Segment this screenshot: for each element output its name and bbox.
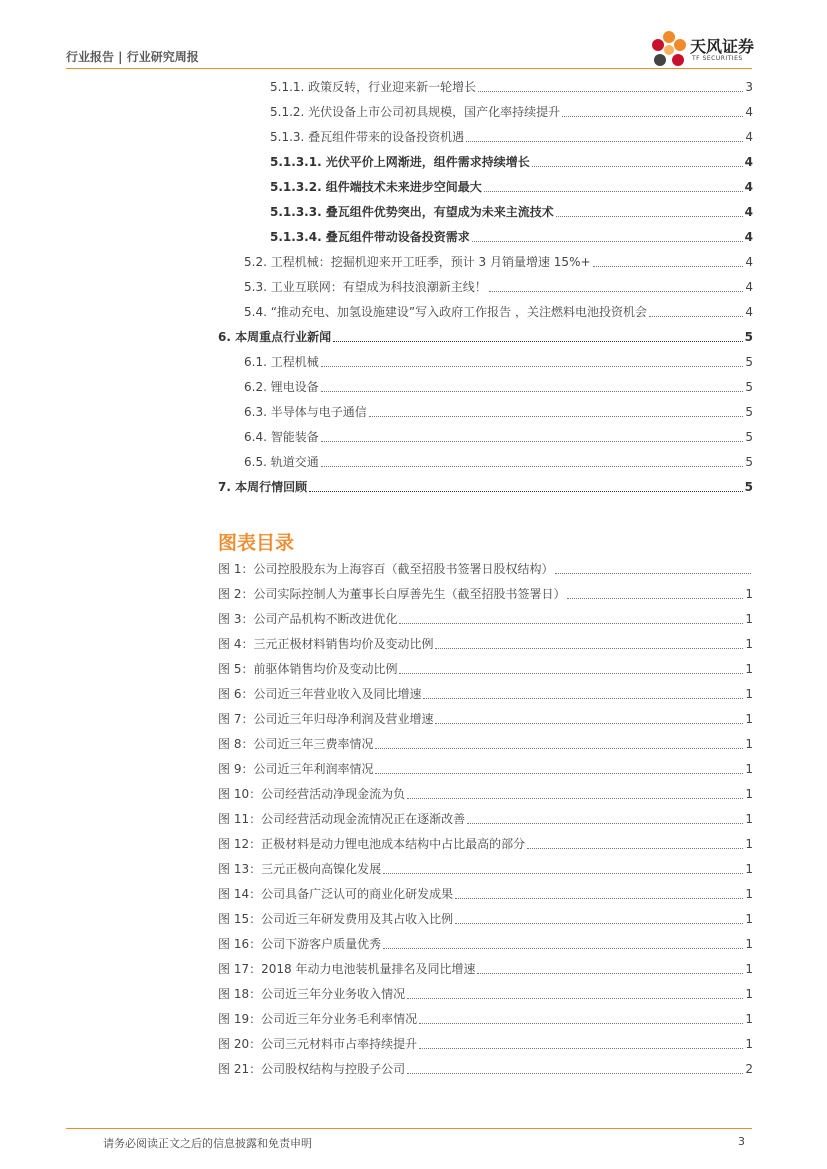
toc-entry-label: 6.5. 轨道交通 — [244, 455, 319, 469]
toc-leader — [309, 491, 743, 492]
toc-entry-label: 5.1.3.3. 叠瓦组件优势突出，有望成为未来主流技术 — [270, 205, 554, 219]
toc-entry-page: 4 — [744, 155, 753, 169]
figure-leader — [527, 848, 743, 849]
figure-entry-page: 1 — [745, 862, 753, 876]
figure-entry[interactable] — [218, 784, 753, 804]
figure-entry-label: 图 11：公司经营活动现金流情况正在逐渐改善 — [218, 812, 466, 826]
toc-entry-label: 5.2. 工程机械：挖掘机迎来开工旺季，预计 3 月销量增速 15%+ — [244, 255, 591, 269]
toc-leader — [321, 466, 744, 467]
toc-leader — [562, 116, 743, 117]
toc-leader — [321, 366, 744, 367]
figure-entry-label: 图 21：公司股权结构与控股子公司 — [218, 1062, 406, 1076]
figure-leader — [435, 723, 743, 724]
figure-entry-page: 1 — [745, 812, 753, 826]
figure-entry-label: 图 2：公司实际控制人为董事长白厚善先生（截至招股书签署日） — [218, 587, 566, 601]
figure-entry[interactable] — [218, 984, 753, 1004]
toc-entry-label: 6.3. 半导体与电子通信 — [244, 405, 367, 419]
figure-entry-label: 图 12：正极材料是动力锂电池成本结构中占比最高的部分 — [218, 837, 526, 851]
toc-entry[interactable] — [244, 252, 753, 272]
figure-leader — [455, 923, 743, 924]
toc-leader — [321, 391, 744, 392]
toc-entry-page: 5 — [744, 480, 753, 494]
toc-entry[interactable] — [244, 302, 753, 322]
figure-entry-page: 1 — [745, 612, 753, 626]
figure-leader — [399, 673, 743, 674]
toc-leader — [593, 266, 744, 267]
toc-entry-label: 5.1.1. 政策反转，行业迎来新一轮增长 — [270, 80, 477, 94]
figure-entry[interactable] — [218, 759, 753, 779]
toc-entry-label: 5.1.3.2. 组件端技术未来进步空间最大 — [270, 180, 482, 194]
toc-entry-label: 5.3. 工业互联网：有望成为科技浪潮新主线！ — [244, 280, 487, 294]
toc-entry[interactable] — [244, 452, 753, 472]
figure-entry-label: 图 15：公司近三年研发费用及其占收入比例 — [218, 912, 454, 926]
toc-section[interactable] — [218, 327, 753, 347]
figure-entry[interactable] — [218, 859, 753, 879]
figure-entry-page: 1 — [745, 637, 753, 651]
figure-entry[interactable] — [218, 709, 753, 729]
figure-entry[interactable] — [218, 909, 753, 929]
toc-entry-page: 5 — [745, 355, 753, 369]
figure-entry-label: 图 4：三元正极材料销售均价及变动比例 — [218, 637, 434, 651]
toc-entry-page: 4 — [745, 305, 753, 319]
figure-entry-page: 1 — [745, 587, 753, 601]
figure-leader — [399, 623, 743, 624]
toc-leader — [532, 166, 743, 167]
figure-entry-label: 图 19：公司近三年分业务毛利率情况 — [218, 1012, 418, 1026]
toc-entry-page: 4 — [745, 130, 753, 144]
toc-entry-page: 5 — [745, 455, 753, 469]
figure-entry-page: 2 — [745, 1062, 753, 1076]
figure-entry[interactable] — [218, 1009, 753, 1029]
figure-entry-page: 1 — [745, 737, 753, 751]
figure-entry-page: 1 — [745, 687, 753, 701]
toc-entry-label: 6.1. 工程机械 — [244, 355, 319, 369]
toc-entry[interactable] — [244, 427, 753, 447]
figure-leader — [419, 1048, 743, 1049]
toc-leader — [333, 341, 743, 342]
toc-entry-page: 5 — [745, 405, 753, 419]
figure-leader — [555, 573, 751, 574]
logo-name: 天风证券 — [690, 37, 755, 56]
toc-leader — [478, 91, 743, 92]
toc-entry-page: 5 — [745, 380, 753, 394]
figure-leader — [383, 948, 743, 949]
figure-entry-label: 图 5：前驱体销售均价及变动比例 — [218, 662, 398, 676]
toc-entry-page: 4 — [744, 180, 753, 194]
figure-entry-label: 图 8：公司近三年三费率情况 — [218, 737, 374, 751]
toc-leader — [466, 141, 743, 142]
toc-entry-label: 5.1.3.1. 光伏平价上网渐进，组件需求持续增长 — [270, 155, 530, 169]
toc-entry-label: 5.1.2. 光伏设备上市公司初具规模，国产化率持续提升 — [270, 105, 561, 119]
toc-entry[interactable] — [270, 152, 753, 172]
figure-entry-label: 图 18：公司近三年分业务收入情况 — [218, 987, 406, 1001]
logo-subtitle: TF SECURITIES — [692, 55, 743, 62]
toc-entry-label: 7. 本周行情回顾 — [218, 480, 308, 494]
toc-entry[interactable] — [270, 177, 753, 197]
figure-entry-page: 1 — [745, 987, 753, 1001]
toc-leader — [489, 291, 744, 292]
figure-leader — [375, 773, 743, 774]
toc-leader — [472, 241, 743, 242]
toc-leader — [369, 416, 744, 417]
toc-entry[interactable] — [244, 352, 753, 372]
figure-entry[interactable] — [218, 584, 753, 604]
toc-entry-label: 5.4. “推动充电、加氢设施建设”写入政府工作报告 ，关注燃料电池投资机会 — [244, 305, 647, 319]
figure-entry-label: 图 3：公司产品机构不断改进优化 — [218, 612, 398, 626]
figure-leader — [477, 973, 743, 974]
figure-leader — [467, 823, 743, 824]
toc-entry[interactable] — [270, 127, 753, 147]
figure-entry-label: 图 20：公司三元材料市占率持续提升 — [218, 1037, 418, 1051]
figure-entry-page: 1 — [745, 887, 753, 901]
figure-entry[interactable] — [218, 1059, 753, 1079]
toc-entry-page: 5 — [744, 330, 753, 344]
figure-entry[interactable] — [218, 959, 753, 979]
figure-entry-page: 1 — [745, 837, 753, 851]
toc-leader — [321, 441, 744, 442]
toc-entry-page: 4 — [745, 280, 753, 294]
toc-entry[interactable] — [244, 402, 753, 422]
figure-entry-label: 图 9：公司近三年利润率情况 — [218, 762, 374, 776]
figure-entry-label: 图 17：2018 年动力电池装机量排名及同比增速 — [218, 962, 476, 976]
toc-entry-label: 5.1.3.4. 叠瓦组件带动设备投资需求 — [270, 230, 470, 244]
figure-leader — [419, 1023, 743, 1024]
figure-leader — [455, 898, 743, 899]
toc-leader — [556, 216, 743, 217]
figure-entry[interactable] — [218, 884, 753, 904]
figure-leader — [383, 873, 743, 874]
figure-entry[interactable] — [218, 1034, 753, 1054]
toc-entry-label: 6. 本周重点行业新闻 — [218, 330, 332, 344]
toc-leader — [484, 191, 743, 192]
figure-entry-page: 1 — [745, 962, 753, 976]
figure-entry-page: 1 — [745, 662, 753, 676]
toc-entry[interactable] — [270, 77, 753, 97]
toc-section[interactable] — [218, 477, 753, 497]
toc-entry-label: 6.4. 智能装备 — [244, 430, 319, 444]
figure-leader — [423, 698, 743, 699]
toc-entry-page: 4 — [745, 255, 753, 269]
figure-entry[interactable] — [218, 634, 753, 654]
figure-entry[interactable] — [218, 609, 753, 629]
toc-entry[interactable] — [244, 277, 753, 297]
footer-disclaimer: 请务必阅读正文之后的信息披露和免责申明 — [103, 1137, 312, 1150]
figure-entry-page: 1 — [745, 762, 753, 776]
toc-entry-label: 6.2. 锂电设备 — [244, 380, 319, 394]
figure-entry-label: 图 14：公司具备广泛认可的商业化研发成果 — [218, 887, 454, 901]
figure-entry-label: 图 7：公司近三年归母净利润及营业增速 — [218, 712, 434, 726]
report-header: 行业报告 | 行业研究周报 — [66, 50, 199, 64]
figure-entry-label: 图 13：三元正极向高镍化发展 — [218, 862, 382, 876]
figure-entry-page: 1 — [745, 1012, 753, 1026]
page-number: 3 — [738, 1135, 745, 1148]
figure-entry[interactable] — [218, 734, 753, 754]
flower-logo-icon — [650, 30, 688, 72]
figure-entry[interactable] — [218, 834, 753, 854]
figure-entry-label: 图 6：公司近三年营业收入及同比增速 — [218, 687, 422, 701]
figure-entry[interactable] — [218, 684, 753, 704]
toc-entry[interactable] — [270, 202, 753, 222]
figure-entry[interactable] — [218, 809, 753, 829]
company-logo — [650, 30, 760, 72]
toc-entry-page: 4 — [744, 205, 753, 219]
figure-leader — [375, 748, 743, 749]
toc-entry[interactable] — [270, 227, 753, 247]
toc-entry-page: 4 — [745, 105, 753, 119]
figure-entry[interactable] — [218, 934, 753, 954]
toc-entry[interactable] — [270, 102, 753, 122]
figure-entry[interactable] — [218, 559, 753, 579]
footer-divider — [66, 1128, 752, 1129]
figure-leader — [567, 598, 743, 599]
figure-entry-page: 1 — [745, 1037, 753, 1051]
figure-leader — [407, 798, 743, 799]
figure-entry-page: 1 — [745, 787, 753, 801]
figure-list-title: 图表目录 — [218, 532, 295, 554]
toc-entry[interactable] — [244, 377, 753, 397]
figure-entry[interactable] — [218, 659, 753, 679]
toc-leader — [649, 316, 743, 317]
figure-entry-page: 1 — [745, 912, 753, 926]
figure-entry-label: 图 1：公司控股股东为上海容百（截至招股书签署日股权结构） — [218, 562, 554, 576]
figure-leader — [407, 1073, 743, 1074]
toc-entry-page: 5 — [745, 430, 753, 444]
figure-entry-page: 1 — [745, 937, 753, 951]
figure-entry-page: 1 — [745, 712, 753, 726]
figure-entry-label: 图 16：公司下游客户质量优秀 — [218, 937, 382, 951]
toc-entry-page: 4 — [744, 230, 753, 244]
toc-entry-page: 3 — [745, 80, 753, 94]
figure-leader — [435, 648, 743, 649]
figure-leader — [407, 998, 743, 999]
figure-entry-label: 图 10：公司经营活动净现金流为负 — [218, 787, 406, 801]
toc-entry-label: 5.1.3. 叠瓦组件带来的设备投资机遇 — [270, 130, 465, 144]
